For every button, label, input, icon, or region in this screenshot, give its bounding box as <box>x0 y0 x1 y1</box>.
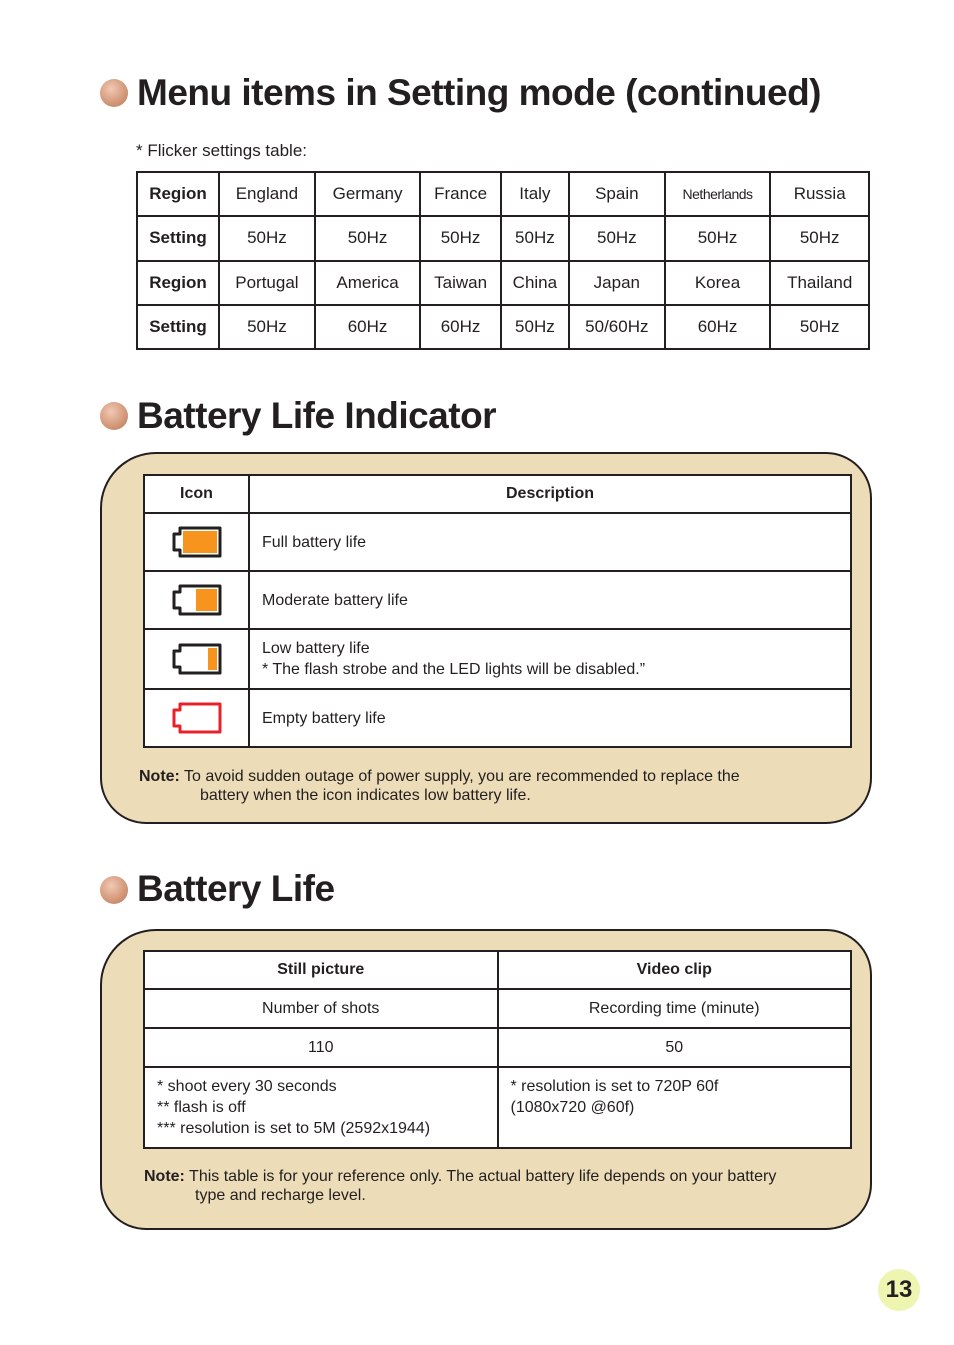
table-cell: Netherlands <box>665 172 771 216</box>
section-title-battery-indicator: Battery Life Indicator <box>137 395 497 436</box>
section-title-battery-life: Battery Life <box>137 868 335 909</box>
table-cell: 50Hz <box>770 305 869 349</box>
table-row <box>137 261 869 305</box>
table-row <box>144 1067 851 1148</box>
description-text: Full battery life <box>262 533 367 551</box>
column-header-still: Still picture <box>144 951 498 989</box>
note-label: Note: <box>139 768 180 785</box>
table-row <box>144 689 851 747</box>
row-label: Setting <box>137 216 219 260</box>
description-note: * The flash strobe and the LED lights will be disabled.” <box>262 661 646 678</box>
row-label: Region <box>137 261 219 305</box>
table-cell: Japan <box>569 261 665 305</box>
icon-cell <box>144 629 249 689</box>
row-label: Setting <box>137 305 219 349</box>
table-cell: 50Hz <box>219 305 315 349</box>
table-cell: England <box>219 172 315 216</box>
section-title-flicker: Menu items in Setting mode (continued) <box>137 72 821 113</box>
table-cell: 60Hz <box>420 305 501 349</box>
table-row <box>144 571 851 629</box>
battery-full-icon <box>170 525 224 559</box>
page-number: 13 <box>878 1269 920 1311</box>
description-text: Low battery life <box>262 640 370 657</box>
description-cell <box>249 629 851 689</box>
table-row <box>137 216 869 260</box>
battery-life-note <box>144 1167 859 1205</box>
table-row <box>144 989 851 1028</box>
still-note: *** resolution is set to 5M (2592x1944) <box>157 1120 431 1137</box>
table-cell: 50Hz <box>569 216 665 260</box>
table-row <box>137 305 869 349</box>
battery-low-icon <box>170 642 224 676</box>
section-bullet-icon <box>100 79 128 107</box>
row-label: Region <box>137 172 219 216</box>
table-cell: 50Hz <box>501 216 569 260</box>
note-label: Note: <box>144 1168 185 1185</box>
table-cell: 60Hz <box>315 305 420 349</box>
column-header-video: Video clip <box>498 951 852 989</box>
video-note: * resolution is set to 720P 60f <box>510 1078 719 1095</box>
table-cell: 50Hz <box>315 216 420 260</box>
table-cell: 50Hz <box>501 305 569 349</box>
description-text: Moderate battery life <box>262 591 408 609</box>
table-header-row <box>144 475 851 513</box>
description-text: Empty battery life <box>262 709 386 727</box>
table-row <box>144 513 851 571</box>
battery-empty-icon <box>170 701 224 735</box>
icon-cell <box>144 571 249 629</box>
table-cell: Portugal <box>219 261 315 305</box>
video-note: (1080x720 @60f) <box>510 1099 635 1116</box>
column-header-description: Description <box>249 475 851 513</box>
table-cell: 50Hz <box>420 216 501 260</box>
note-text-continued: type and recharge level. <box>195 1187 366 1204</box>
table-cell: Italy <box>501 172 569 216</box>
table-cell: Thailand <box>770 261 869 305</box>
table-cell: Number of shots <box>144 989 498 1028</box>
battery-indicator-table <box>143 474 852 748</box>
video-notes-cell <box>498 1067 852 1148</box>
table-cell: Recording time (minute) <box>498 989 852 1028</box>
battery-indicator-note <box>139 767 859 805</box>
battery-life-table <box>143 950 852 1149</box>
table-row <box>144 1028 851 1067</box>
table-cell: Germany <box>315 172 420 216</box>
table-cell: France <box>420 172 501 216</box>
table-cell: 50Hz <box>219 216 315 260</box>
table-row <box>144 629 851 689</box>
table-cell: 50Hz <box>770 216 869 260</box>
table-cell: Spain <box>569 172 665 216</box>
table-cell: 50Hz <box>665 216 771 260</box>
table-cell: 60Hz <box>665 305 771 349</box>
table-cell: Taiwan <box>420 261 501 305</box>
table-row <box>137 172 869 216</box>
table-cell: Korea <box>665 261 771 305</box>
section-bullet-icon <box>100 402 128 430</box>
table-cell: 50 <box>498 1028 852 1067</box>
still-notes-cell <box>144 1067 498 1148</box>
table-header-row <box>144 951 851 989</box>
table-cell: 110 <box>144 1028 498 1067</box>
flicker-caption: * Flicker settings table: <box>136 141 308 160</box>
flicker-settings-table <box>136 171 870 350</box>
table-cell: China <box>501 261 569 305</box>
table-cell: 50/60Hz <box>569 305 665 349</box>
still-note: * shoot every 30 seconds <box>157 1078 337 1095</box>
description-cell <box>249 513 851 571</box>
note-text: To avoid sudden outage of power supply, you are recommended to replace the <box>184 768 740 785</box>
section-bullet-icon <box>100 876 128 904</box>
table-cell: Russia <box>770 172 869 216</box>
icon-cell <box>144 689 249 747</box>
note-text-continued: battery when the icon indicates low battery life. <box>200 787 531 804</box>
column-header-icon: Icon <box>144 475 249 513</box>
table-cell: America <box>315 261 420 305</box>
description-cell <box>249 571 851 629</box>
description-cell <box>249 689 851 747</box>
battery-moderate-icon <box>170 583 224 617</box>
still-note: ** flash is off <box>157 1099 246 1116</box>
note-text: This table is for your reference only. The actual battery life depends on your battery <box>189 1168 777 1185</box>
icon-cell <box>144 513 249 571</box>
